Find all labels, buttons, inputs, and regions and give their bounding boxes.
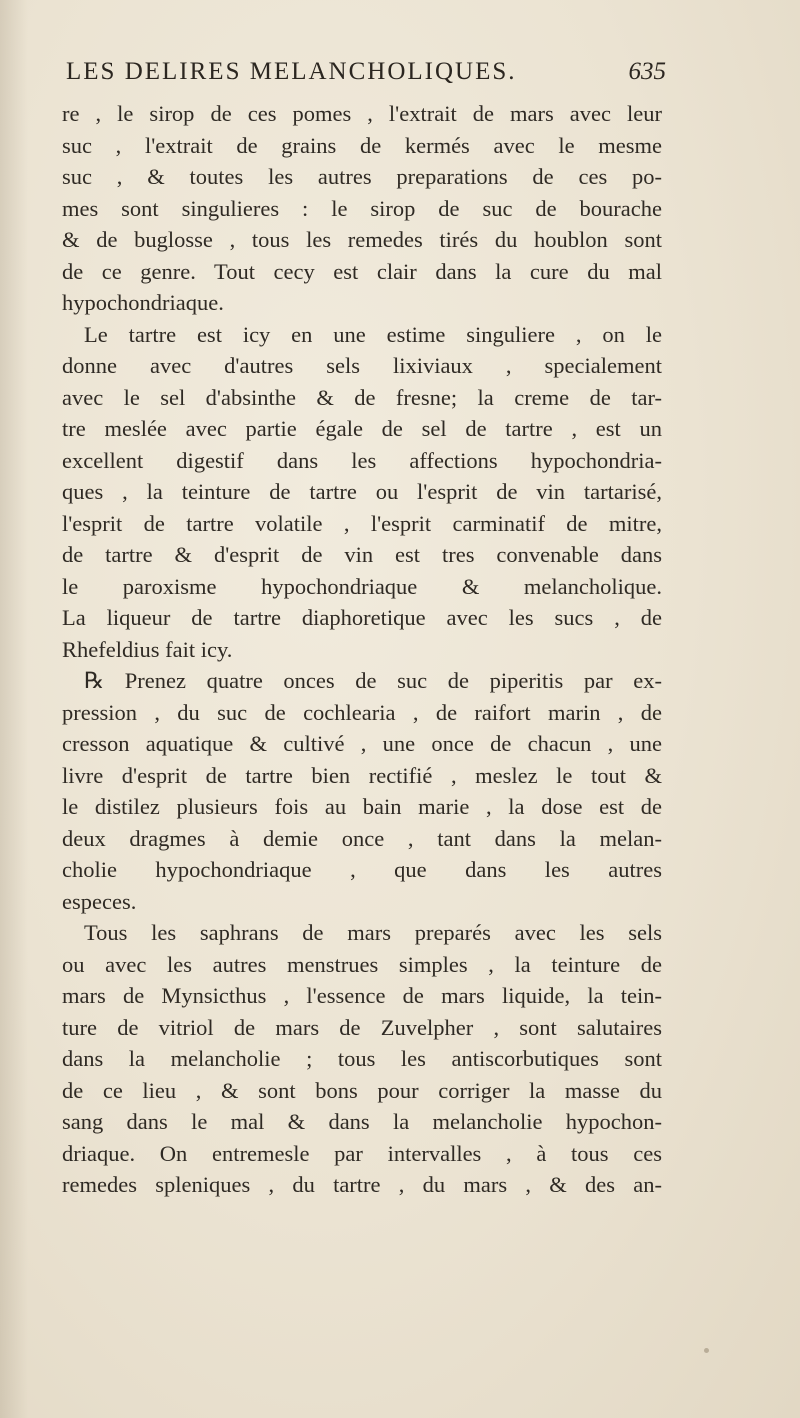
gutter-shadow [0,0,28,1418]
page-number: 635 [628,58,666,85]
text-line: le distilez plusieurs fois au bain marie , la dose est de [62,794,662,819]
text-line: remedes spleniques , du tartre , du mars , & des an- [62,1172,662,1197]
text-line: especes. [62,888,137,914]
body-text [62,98,662,1201]
text-line: de ce genre. Tout cecy est clair dans la cure du mal [62,258,662,284]
running-head: LES DELIRES MELANCHOLIQUES. [66,58,517,85]
text-line: mars de Mynsicthus , l'essence de mars liquide, la tein- [62,983,662,1008]
text-line: deux dragmes à demie once , tant dans la melan- [62,825,662,851]
text-line: sang dans le mal & dans la melancholie hypochon- [62,1109,662,1134]
text-line: cresson aquatique & cultivé , une once de chacun , une [62,731,662,756]
text-line: re , le sirop de ces pomes , l'extrait de mars avec leur [62,101,662,126]
text-line: ture de vitriol de mars de Zuvelpher , sont salutaires [62,1014,662,1040]
text-line: l'esprit de tartre volatile , l'esprit carminatif de mitre, [62,510,662,536]
text-line: de tartre & d'esprit de vin est tres convenable dans [62,542,662,567]
text-line: donne avec d'autres sels lixiviaux , specialement [62,353,662,378]
text-line: de ce lieu , & sont bons pour corriger la masse du [62,1077,662,1103]
text-line: ℞ Prenez quatre onces de suc de piperitis par ex- [84,668,662,693]
text-line: dans la melancholie ; tous les antiscorbutiques sont [62,1046,662,1071]
text-line: cholie hypochondriaque , que dans les autres [62,857,662,882]
text-line: Rhefeldius fait icy. [62,636,233,662]
paper-speck [704,1348,709,1353]
text-line: suc , & toutes les autres preparations de ces po- [62,164,662,189]
text-line: ou avec les autres menstrues simples , la teinture de [62,951,662,977]
text-line: Tous les saphrans de mars preparés avec les sels [84,920,662,945]
text-line: Le tartre est icy en une estime singuliere , on le [84,321,662,347]
text-line: ques , la teinture de tartre ou l'esprit de vin tartarisé, [62,479,662,504]
text-line: & de buglosse , tous les remedes tirés du houblon sont [62,227,662,252]
text-line: driaque. On entremesle par intervalles , à tous ces [62,1140,662,1166]
text-line: pression , du suc de cochlearia , de raifort marin , de [62,699,662,725]
text-line: excellent digestif dans les affections hypochondria- [62,447,662,473]
text-line: hypochondriaque. [62,290,224,315]
text-line: le paroxisme hypochondriaque & melancholique. [62,573,662,599]
text-line: livre d'esprit de tartre bien rectifié , meslez le tout & [62,762,662,788]
text-line: tre meslée avec partie égale de sel de tartre , est un [62,416,662,441]
text-line: avec le sel d'absinthe & de fresne; la creme de tar- [62,384,662,410]
text-line: La liqueur de tartre diaphoretique avec les sucs , de [62,605,662,630]
text-line: suc , l'extrait de grains de kermés avec le mesme [62,132,662,158]
page-header [66,58,666,98]
text-line: mes sont singulieres : le sirop de suc de bourache [62,195,662,221]
